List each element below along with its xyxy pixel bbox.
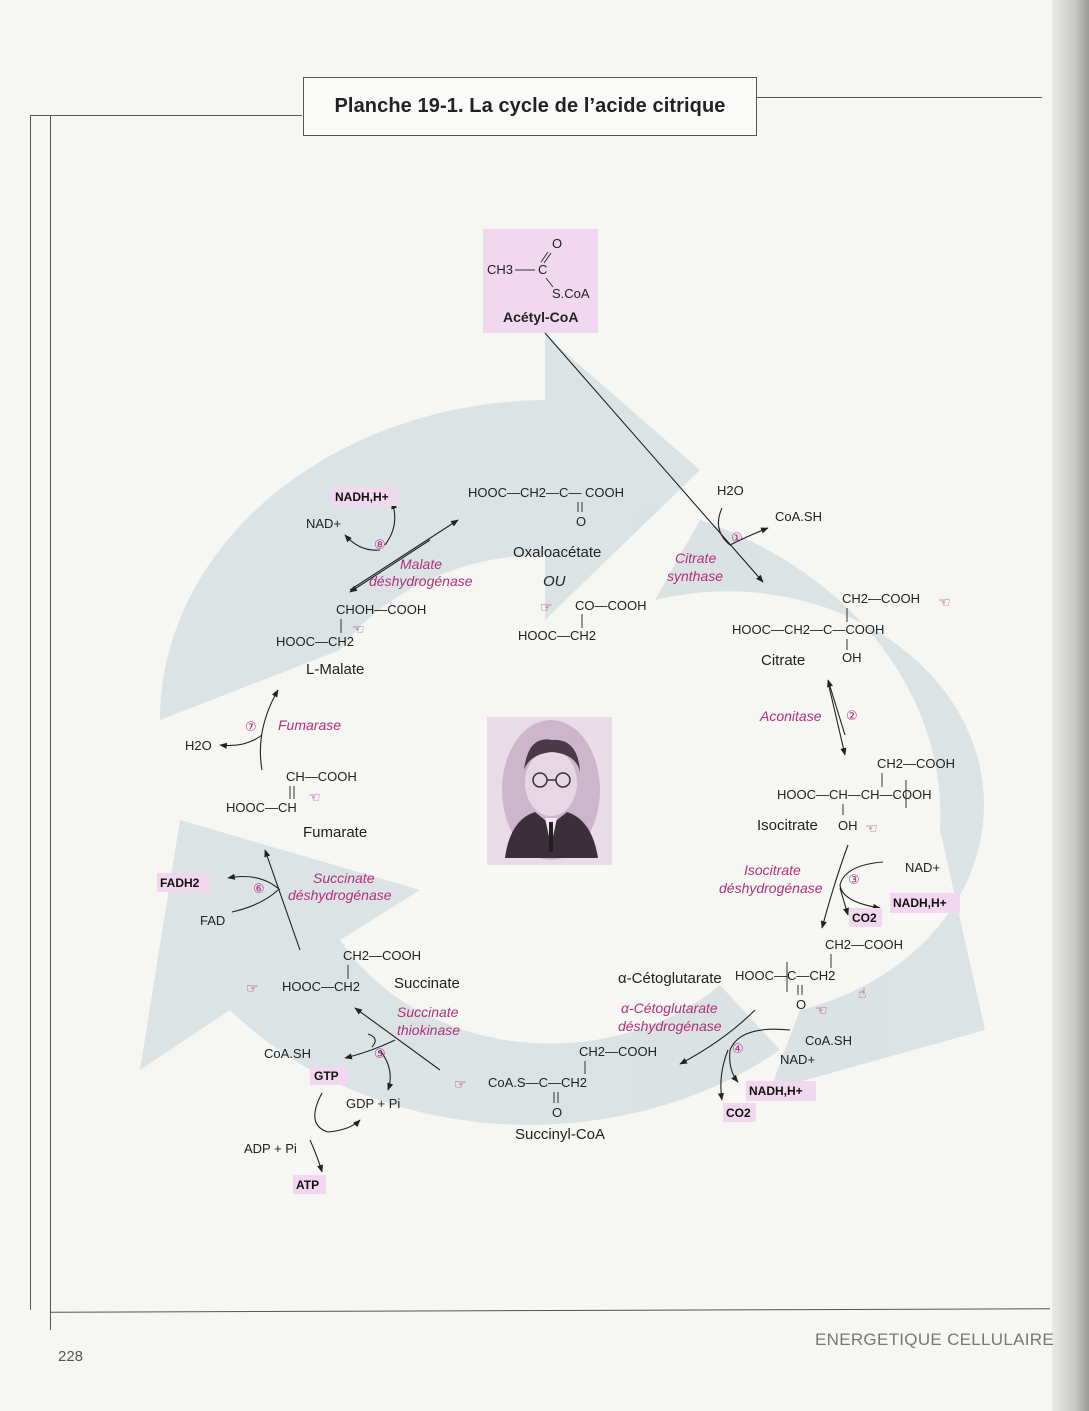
atp-label: ATP: [296, 1178, 320, 1192]
water-label: H2O: [185, 738, 212, 753]
succinate-formula-1: CH2—COOH: [343, 948, 422, 963]
step-number: ⑤: [374, 1047, 386, 1062]
scoa-label: S.CoA: [552, 286, 590, 301]
pointing-hand-icon: ☞: [454, 1077, 467, 1093]
succinate-label: Succinate: [394, 975, 460, 992]
nad-label: NAD+: [905, 860, 941, 875]
coa-sh-label: CoA.SH: [264, 1046, 311, 1061]
succinyl-coa-formula-1: CH2—COOH: [579, 1044, 658, 1059]
citrate-formula-1: CH2—COOH: [842, 591, 921, 606]
coa-sh-label: CoA.SH: [775, 509, 822, 524]
oxygen-label: O: [552, 236, 563, 251]
step-number: ①: [731, 531, 743, 546]
enzyme-label: α-Cétoglutarate: [621, 1000, 718, 1016]
pointing-hand-icon: ☜: [352, 622, 365, 638]
isocitrate-formula-1: CH2—COOH: [877, 756, 956, 771]
pointing-hand-icon: ☞: [540, 600, 553, 616]
enzyme-label: déshydrogénase: [719, 880, 823, 896]
succinyl-coa-formula-2: CoA.S—C—CH2: [488, 1075, 587, 1090]
isocitrate-oh: OH: [838, 818, 858, 833]
step-number: ③: [848, 873, 860, 888]
carbon-label: C: [538, 262, 548, 277]
ch3-label: CH3: [487, 262, 514, 277]
nad-label: NAD+: [306, 516, 342, 531]
oxaloacetate-alt-formula-2: HOOC—CH2: [518, 628, 597, 643]
malate-formula-1: CHOH—COOH: [336, 602, 427, 617]
citrate-compound: [732, 591, 951, 669]
akg-label: α-Cétoglutarate: [618, 970, 722, 987]
coa-sh-label: CoA.SH: [805, 1033, 852, 1048]
enzyme-label: déshydrogénase: [288, 887, 392, 903]
step-number: ④: [732, 1042, 744, 1057]
step-number: ⑥: [253, 882, 265, 897]
enzyme-label: déshydrogénase: [618, 1018, 722, 1034]
co2-label: CO2: [726, 1106, 751, 1120]
acetyl-coa-label: Acétyl-CoA: [503, 309, 579, 325]
succinyl-coa-oxygen: O: [552, 1105, 563, 1120]
enzyme-label: Fumarase: [278, 717, 342, 733]
enzyme-label: thiokinase: [397, 1022, 461, 1038]
co2-label: CO2: [852, 911, 877, 925]
page-number: 228: [58, 1348, 84, 1365]
akg-formula-1: CH2—COOH: [825, 937, 904, 952]
enzyme-label: Isocitrate: [744, 862, 801, 878]
step-2-aconitase: [759, 680, 858, 755]
or-label: OU: [543, 573, 566, 590]
acetyl-coa-compound: [483, 229, 598, 333]
step-3-isocitrate-dehydrogenase: [719, 845, 960, 928]
akg-oxygen: O: [796, 997, 807, 1012]
fadh2-label: FADH2: [160, 876, 200, 890]
fumarate-label: Fumarate: [303, 824, 368, 841]
nadh-label: NADH,H+: [749, 1084, 803, 1098]
enzyme-label: Malate: [400, 556, 443, 572]
oxaloacetate-oxygen: O: [576, 514, 587, 529]
pointing-hand-icon: ☜: [308, 790, 321, 806]
portrait-photo: [487, 717, 612, 865]
nadh-label: NADH,H+: [893, 896, 947, 910]
step-number: ⑦: [245, 720, 257, 735]
citrate-formula-2: HOOC—CH2—C—COOH: [732, 622, 885, 637]
citrate-label: Citrate: [761, 652, 806, 669]
enzyme-label: déshydrogénase: [369, 573, 473, 589]
malate-label: L-Malate: [306, 661, 365, 678]
chapter-footer: ENERGETIQUE CELLULAIRE: [815, 1330, 1054, 1349]
step-7-fumarase: [185, 690, 341, 770]
fad-label: FAD: [200, 913, 226, 928]
pointing-hand-icon: ☞: [246, 981, 259, 997]
isocitrate-compound: [757, 756, 955, 837]
pointing-hand-icon: ☜: [865, 821, 878, 837]
pointing-hand-icon: ☝: [858, 986, 867, 1002]
nad-label: NAD+: [780, 1052, 816, 1067]
step-number: ⑧: [374, 538, 386, 553]
enzyme-label: synthase: [667, 568, 724, 584]
fumarate-compound: [226, 769, 367, 841]
isocitrate-label: Isocitrate: [757, 817, 818, 834]
water-label: H2O: [717, 483, 744, 498]
succinyl-coa-label: Succinyl-CoA: [515, 1126, 606, 1143]
enzyme-label: Citrate: [675, 550, 717, 566]
akg-formula-2: HOOC—C—CH2: [735, 968, 836, 983]
pointing-hand-icon: ☜: [815, 1003, 828, 1019]
adp-label: ADP + Pi: [244, 1141, 297, 1156]
step-number: ②: [846, 709, 858, 724]
page-title: Planche 19-1. La cycle de l’acide citrique: [334, 95, 726, 117]
malate-formula-2: HOOC—CH2: [276, 634, 355, 649]
oxaloacetate-alt-formula-1: CO—COOH: [575, 598, 647, 613]
succinate-formula-2: HOOC—CH2: [282, 979, 361, 994]
fumarate-formula-2: HOOC—CH: [226, 800, 297, 815]
oxaloacetate-formula: HOOC—CH2—C— COOH: [468, 485, 625, 500]
gdp-label: GDP + Pi: [346, 1096, 401, 1111]
isocitrate-formula-2: HOOC—CH—CH—COOH: [777, 787, 932, 802]
citrate-oh: OH: [842, 650, 862, 665]
oxaloacetate-label: Oxaloacétate: [513, 544, 602, 561]
enzyme-label: Succinate: [313, 870, 375, 886]
enzyme-label: Succinate: [397, 1004, 459, 1020]
pointing-hand-icon: ☜: [938, 595, 951, 611]
nadh-label: NADH,H+: [335, 490, 389, 504]
fumarate-formula-1: CH—COOH: [286, 769, 357, 784]
gtp-label: GTP: [314, 1069, 339, 1083]
enzyme-label: Aconitase: [760, 708, 822, 724]
